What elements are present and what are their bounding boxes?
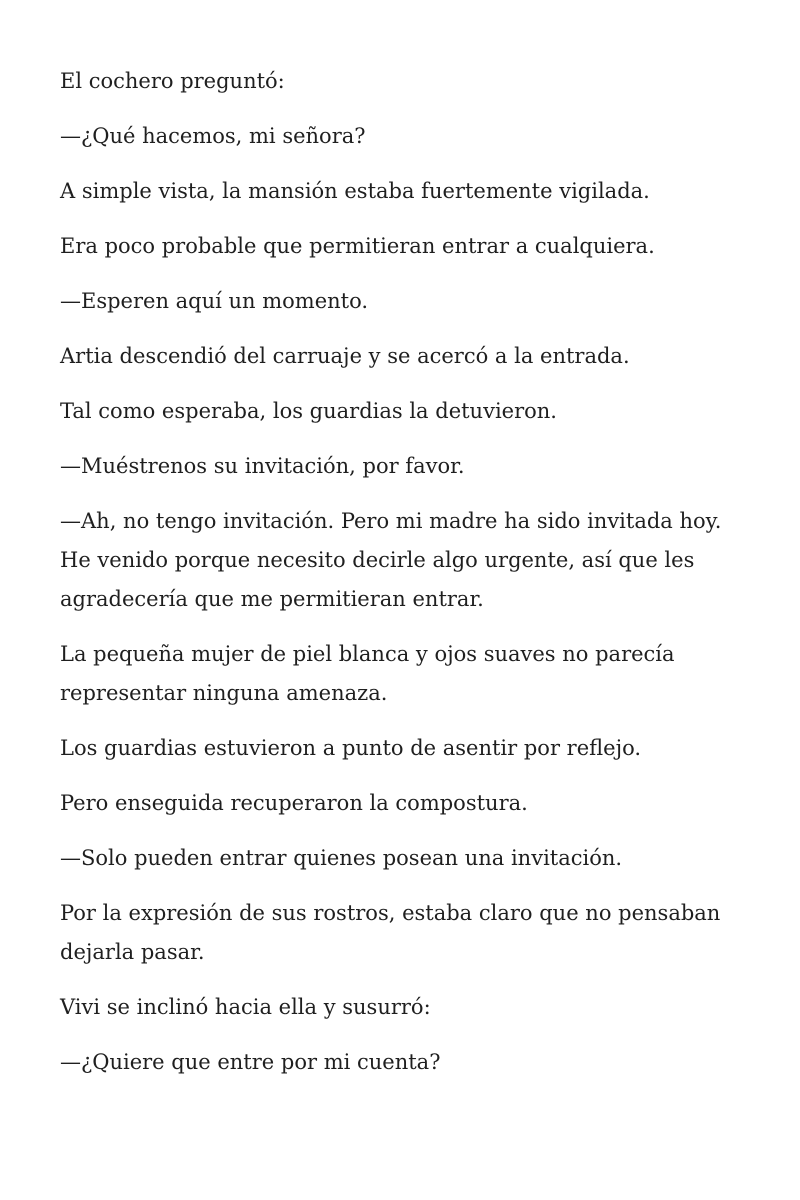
paragraph: —Ah, no tengo invitación. Pero mi madre ha sido invitada hoy. He venido porque necesito decirle algo urgente, así que les agradecería que me permitieran entrar. [60,509,722,611]
paragraph: —Solo pueden entrar quienes posean una invitación. [60,846,623,870]
paragraph: A simple vista, la mansión estaba fuertemente vigilada. [60,179,650,203]
paragraph: Por la expresión de sus rostros, estaba claro que no pensaban dejarla pasar. [60,901,721,964]
paragraph: —¿Quiere que entre por mi cuenta? [60,1050,441,1074]
paragraph: Era poco probable que permitieran entrar a cualquiera. [60,234,655,258]
paragraph: El cochero preguntó: [60,69,285,93]
paragraph: —Muéstrenos su invitación, por favor. [60,454,465,478]
paragraph: Pero enseguida recuperaron la compostura. [60,791,528,815]
paragraph: Tal como esperaba, los guardias la detuvieron. [60,399,557,423]
paragraph: Vivi se inclinó hacia ella y susurró: [60,995,431,1019]
paragraph: Artia descendió del carruaje y se acercó a la entrada. [60,344,630,368]
paragraph: —Esperen aquí un momento. [60,289,369,313]
paragraph: —¿Qué hacemos, mi señora? [60,124,366,148]
paragraph: La pequeña mujer de piel blanca y ojos suaves no parecía representar ninguna amenaza. [60,642,675,705]
paragraph: Los guardias estuvieron a punto de asentir por reflejo. [60,736,642,760]
